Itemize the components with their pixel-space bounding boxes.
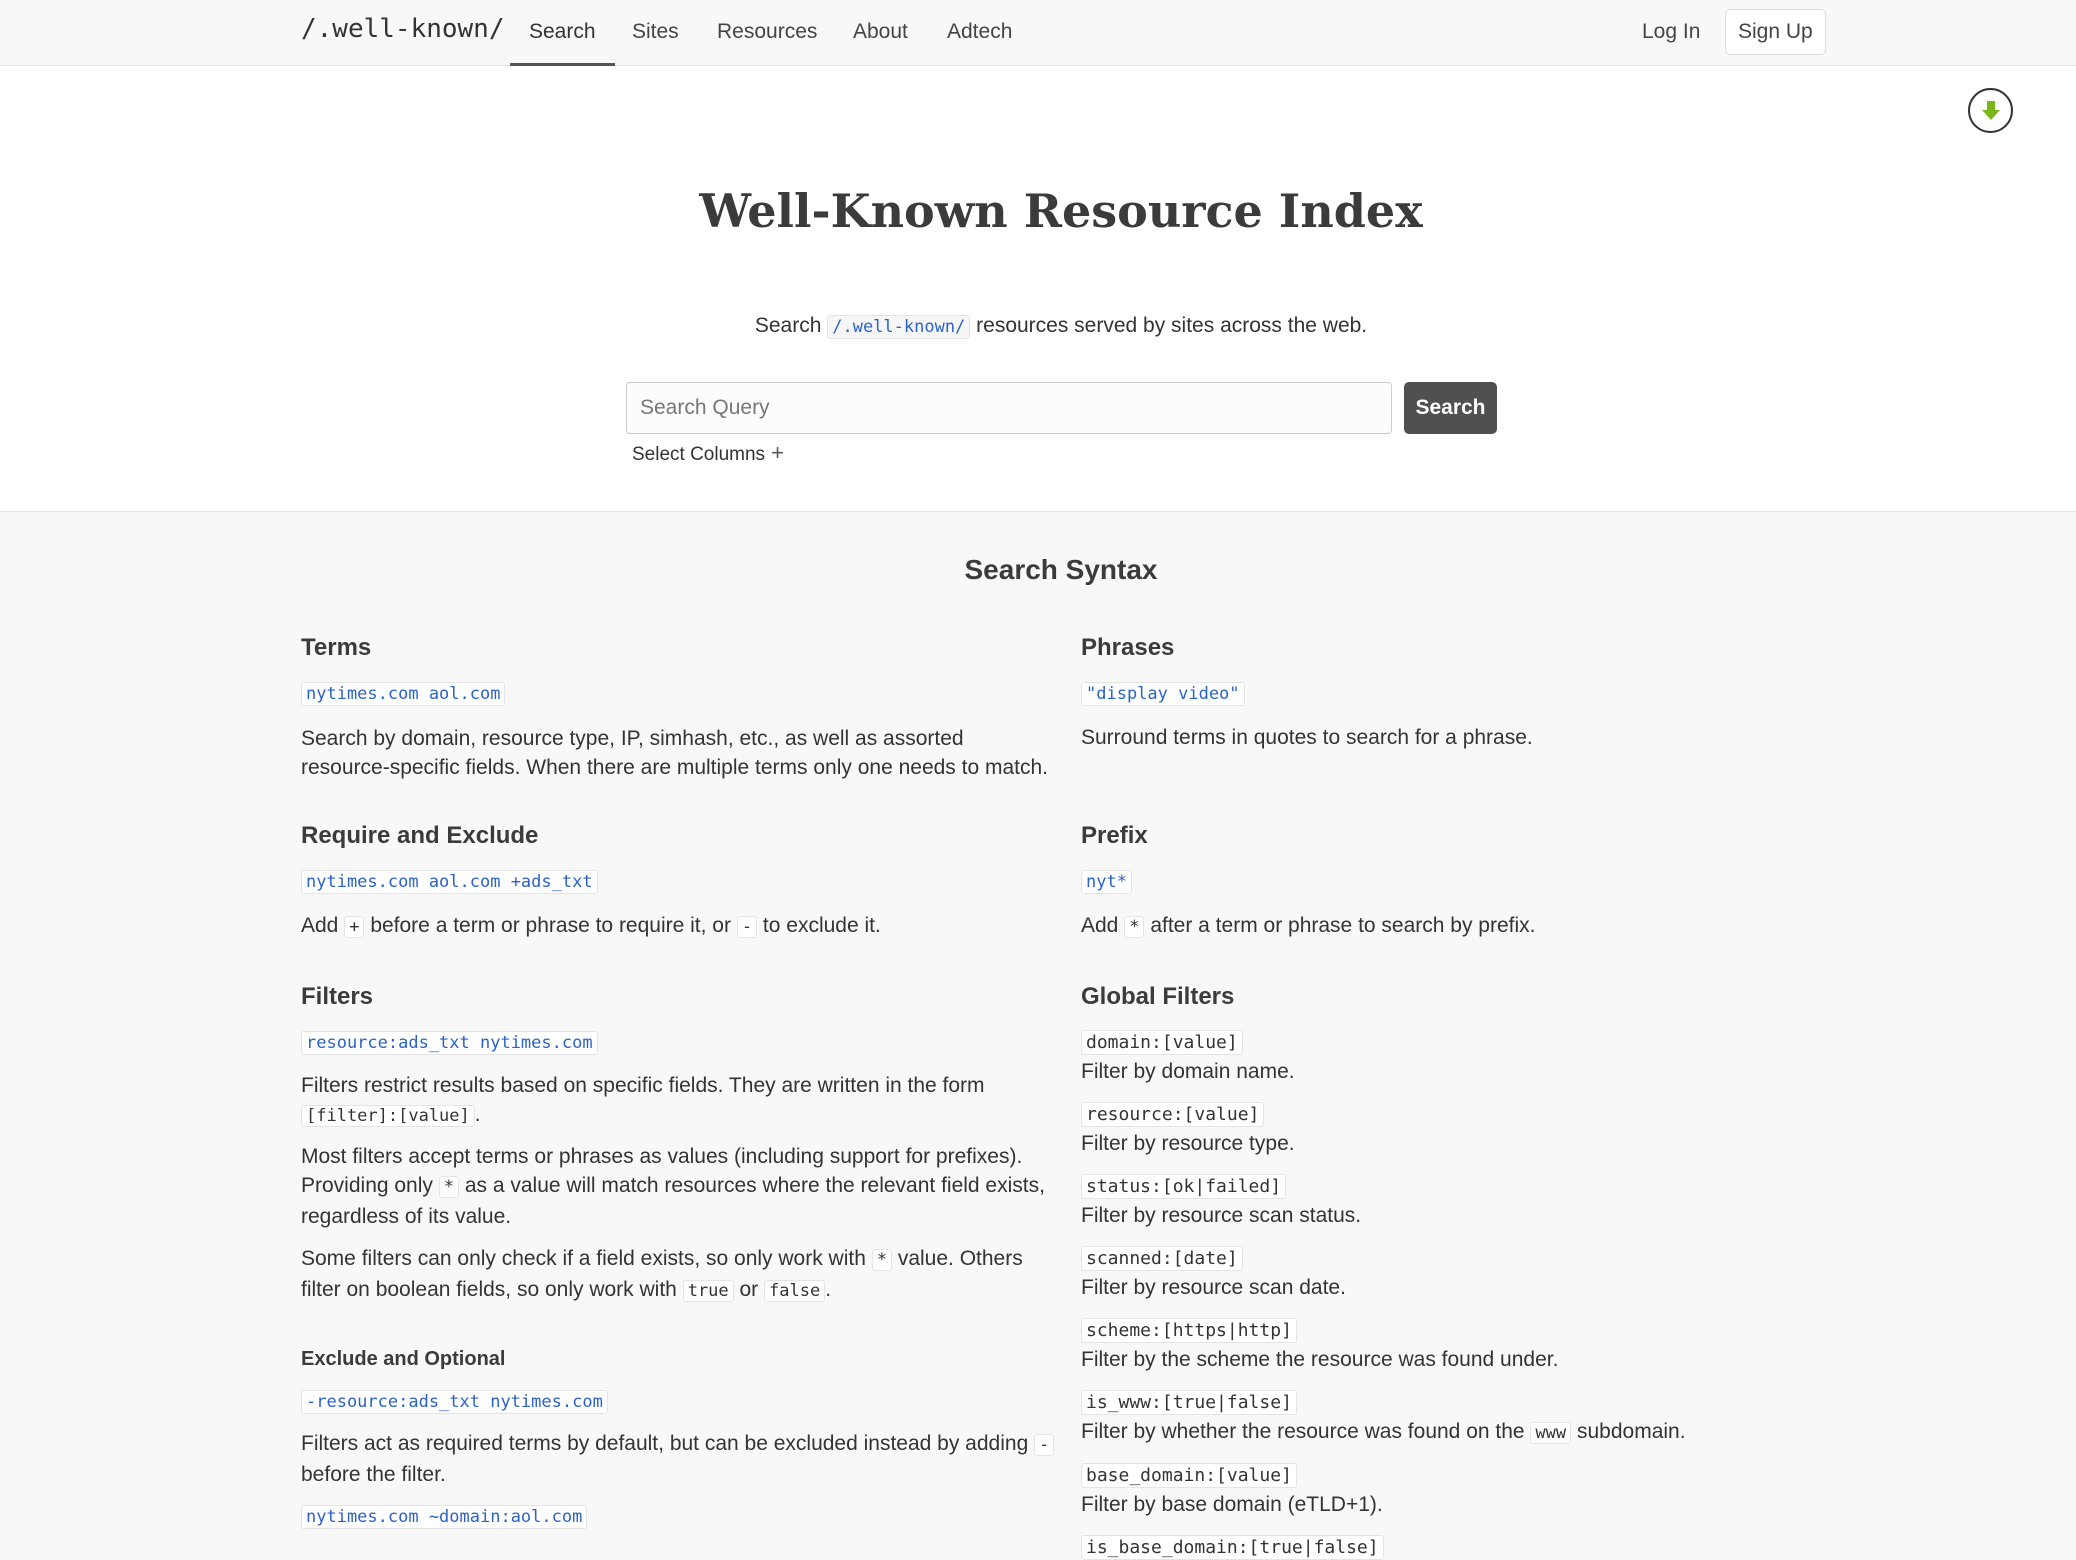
global-filter-desc: Filter by base domain (eTLD+1). [1081,1493,1383,1516]
phrases-text: Surround terms in quotes to search for a phrase. [1081,726,1533,749]
nav-sites[interactable]: Sites [632,20,679,43]
filters-p1-end: . [474,1103,481,1126]
global-filter-code: status:[ok|failed] [1081,1174,1286,1199]
exclude-text-1: Filters act as required terms by default, but can be excluded instead by adding [301,1432,1029,1455]
prefix-code-star: * [1124,916,1144,938]
filters-p2-text-2: as a value will match resources where the relevant field exists, regardless of its value. [301,1174,1045,1228]
require-text-2: before a term or phrase to require it, or [370,914,731,937]
nav-about[interactable]: About [853,20,908,43]
brand-logo[interactable]: /.well-known/ [301,14,505,44]
exclude-code-minus: - [1034,1434,1054,1456]
optional-example: nytimes.com ~domain:aol.com [301,1505,587,1529]
require-code-plus: + [344,916,364,938]
require-heading: Require and Exclude [301,822,539,849]
exclude-text [301,1429,1061,1489]
global-filter-code: resource:[value] [1081,1102,1264,1127]
is-www-desc-1: Filter by whether the resource was found on the [1081,1420,1525,1443]
exclude-optional-heading: Exclude and Optional [301,1348,506,1370]
filters-p3-end: . [825,1278,832,1301]
filters-text-3 [301,1244,1061,1306]
filters-heading: Filters [301,983,374,1010]
subtitle-prefix: Search [754,314,822,337]
global-filter-desc: Filter by resource type. [1081,1132,1295,1155]
prefix-text-1: Add [1081,914,1119,937]
global-filter-code: is_base_domain:[true|false] [1081,1535,1384,1560]
global-filter-code: base_domain:[value] [1081,1463,1297,1488]
terms-heading: Terms [301,634,372,661]
filters-p1-text: Filters restrict results based on specific fields. They are written in the form [301,1074,985,1097]
filters-text-2 [301,1142,1061,1231]
filters-p3-text-1: Some filters can only check if a field exists, so only work with [301,1247,866,1270]
global-filters-heading: Global Filters [1081,983,1235,1010]
global-filter-desc [1081,1420,1686,1444]
exclude-text-2: before the filter. [301,1463,446,1486]
filters-p2-text-1: Most filters accept terms or phrases as values (including support for prefixes). Providing only [301,1145,1023,1197]
is-www-desc-code: www [1530,1422,1571,1444]
download-button[interactable] [1968,88,2013,133]
filters-p3-code-3: false [764,1280,825,1302]
filters-p2-code: * [439,1176,459,1198]
filters-p3-code-2: true [683,1280,734,1302]
prefix-text [1081,911,1841,942]
terms-example: nytimes.com aol.com [301,682,505,706]
require-text-1: Add [301,914,339,937]
filters-p3-text-2: value. Others filter on boolean fields, so only work with [301,1247,1023,1301]
global-filter-desc: Filter by resource scan status. [1081,1204,1362,1227]
nav-adtech[interactable]: Adtech [947,20,1013,43]
require-text [301,911,1061,942]
global-filter-desc: Filter by resource scan date. [1081,1276,1346,1299]
hero-section [0,66,2076,512]
page-title: Well-Known Resource Index [699,184,1423,238]
select-columns-toggle[interactable] [632,440,784,466]
prefix-heading: Prefix [1081,822,1148,849]
global-filter-desc: Filter by the scheme the resource was found under. [1081,1348,1559,1371]
download-arrow-icon [1976,96,2006,126]
filters-example: resource:ads_txt nytimes.com [301,1031,598,1055]
require-example: nytimes.com aol.com +ads_txt [301,870,598,894]
subtitle-code: /.well-known/ [827,315,970,339]
navbar [0,0,2076,66]
global-filter-code: scanned:[date] [1081,1246,1243,1271]
prefix-text-2: after a term or phrase to search by prefix. [1150,914,1536,937]
subtitle-suffix: resources served by sites across the web. [976,314,1368,337]
is-www-desc-2: subdomain. [1576,1420,1686,1443]
filters-p1-code: [filter]:[value] [301,1105,475,1127]
exclude-example: -resource:ads_txt nytimes.com [301,1390,608,1414]
plus-icon: + [771,440,784,465]
prefix-example: nyt* [1081,870,1132,894]
phrases-heading: Phrases [1081,634,1175,661]
search-button[interactable]: Search [1404,382,1497,434]
filters-p3-text-3: or [739,1278,759,1301]
filters-text-1 [301,1071,1061,1131]
select-columns-label: Select Columns [632,444,766,465]
global-filter-code: scheme:[https|http] [1081,1318,1297,1343]
require-text-3: to exclude it. [762,914,881,937]
filters-p3-code-1: * [872,1249,892,1271]
syntax-title: Search Syntax [964,554,1158,585]
login-button[interactable]: Log In [1642,20,1701,43]
global-filter-code: domain:[value] [1081,1030,1243,1055]
global-filter-code: is_www:[true|false] [1081,1390,1297,1415]
search-input[interactable] [626,382,1392,434]
phrases-example: "display video" [1081,682,1245,706]
nav-search[interactable]: Search [510,0,615,66]
signup-button[interactable]: Sign Up [1725,9,1826,55]
global-filter-desc: Filter by domain name. [1081,1060,1295,1083]
page-subtitle [0,314,2076,338]
terms-text: Search by domain, resource type, IP, simhash, etc., as well as assorted resource-specific fields. When there are multiple terms only one needs to match. [301,727,1049,779]
require-code-minus: - [737,916,757,938]
nav-resources[interactable]: Resources [717,20,818,43]
